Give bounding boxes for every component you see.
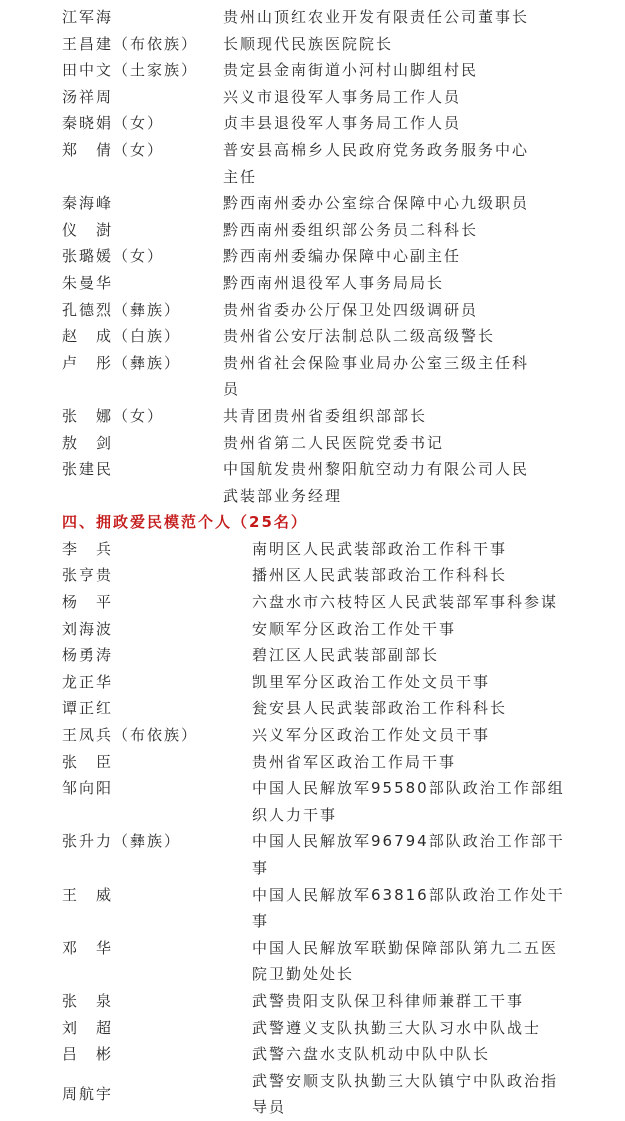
person-role: 长顺现代民族医院院长	[223, 34, 394, 53]
person-role: 武警安顺支队执勤三大队镇宁中队政治指导员	[252, 1071, 559, 1117]
person-name: 敖 剑	[62, 433, 114, 452]
person-role: 贵州省第二人民医院党委书记	[223, 433, 445, 452]
list-item	[62, 669, 625, 696]
person-role: 安顺军分区政治工作处干事	[252, 619, 457, 638]
list-item	[62, 403, 625, 430]
list-item	[62, 775, 625, 828]
person-name: 谭正红	[62, 699, 114, 718]
person-role: 凯里军分区政治工作处文员干事	[252, 672, 491, 691]
section-3-list	[62, 4, 625, 509]
person-role: 贵定县金南街道小河村山脚组村民	[223, 61, 479, 80]
list-item	[62, 1015, 625, 1042]
person-role: 黔西南州委编办保障中心副主任	[223, 247, 462, 266]
list-item	[62, 217, 625, 244]
person-name: 朱曼华	[62, 273, 114, 292]
person-name: 王昌建（布依族）	[62, 34, 199, 53]
list-item	[62, 882, 625, 935]
list-item	[62, 31, 625, 58]
list-item	[62, 642, 625, 669]
person-role: 黔西南州委办公室综合保障中心九级职员	[223, 194, 530, 213]
list-item	[62, 616, 625, 643]
person-name: 邹向阳	[62, 779, 114, 798]
person-name: 江军海	[62, 8, 114, 26]
person-name: 田中文（土家族）	[62, 61, 199, 80]
person-name: 张建民	[62, 460, 114, 479]
list-item	[62, 350, 625, 403]
person-name: 张 娜（女）	[62, 406, 165, 425]
list-item	[62, 190, 625, 217]
person-role: 武警遵义支队执勤三大队习水中队战士	[252, 1018, 542, 1037]
list-item	[62, 323, 625, 350]
person-name: 孔德烈（彝族）	[62, 300, 182, 319]
person-name: 张璐媛（女）	[62, 247, 165, 266]
list-item	[62, 562, 625, 589]
person-role: 中国人民解放军63816部队政治工作处干事	[252, 885, 565, 931]
person-role: 兴义军分区政治工作处文员干事	[252, 726, 491, 745]
list-item	[62, 270, 625, 297]
person-name: 仪 澍	[62, 220, 114, 239]
list-item	[62, 695, 625, 722]
person-name: 吕 彬	[62, 1045, 114, 1064]
list-item	[62, 110, 625, 137]
person-role: 武警贵阳支队保卫科律师兼群工干事	[252, 991, 525, 1010]
section-4-heading: 四、拥政爱民模范个人（25名）	[62, 513, 308, 532]
list-item	[62, 456, 625, 509]
person-name: 秦海峰	[62, 194, 114, 213]
person-role: 贵州山顶红农业开发有限责任公司董事长	[223, 8, 530, 26]
person-role: 六盘水市六枝特区人民武装部军事科参谋	[252, 593, 559, 612]
person-role: 中国人民解放军联勤保障部队第九二五医院卫勤处处长	[252, 938, 559, 984]
person-role: 武警六盘水支队机动中队中队长	[252, 1045, 491, 1064]
person-name: 汤祥周	[62, 87, 114, 106]
person-name: 郑 倩（女）	[62, 140, 165, 159]
person-name: 刘海波	[62, 619, 114, 638]
person-name: 周航宇	[62, 1085, 114, 1104]
person-name: 龙正华	[62, 672, 114, 691]
list-item	[62, 1068, 625, 1121]
person-name: 秦晓娟（女）	[62, 114, 165, 133]
person-role: 贵州省社会保险事业局办公室三级主任科员	[223, 353, 530, 399]
list-item	[62, 137, 625, 190]
list-item	[62, 749, 625, 776]
person-name: 张升力（彝族）	[62, 832, 182, 851]
list-item	[62, 589, 625, 616]
person-role: 普安县高棉乡人民政府党务政务服务中心主任	[223, 140, 530, 186]
person-name: 卢 彤（彝族）	[62, 353, 182, 372]
list-item	[62, 828, 625, 881]
person-name: 刘 超	[62, 1018, 114, 1037]
list-item	[62, 297, 625, 324]
list-item	[62, 722, 625, 749]
person-role: 兴义市退役军人事务局工作人员	[223, 87, 462, 106]
person-name: 杨 平	[62, 593, 114, 612]
person-role: 南明区人民武装部政治工作科干事	[252, 539, 508, 558]
person-role: 共青团贵州省委组织部部长	[223, 406, 428, 425]
document-body	[62, 4, 625, 1121]
person-role: 中国人民解放军96794部队政治工作部干事	[252, 832, 565, 877]
list-item	[62, 57, 625, 84]
list-item	[62, 430, 625, 457]
section-4-list	[62, 536, 625, 1121]
person-name: 王凤兵（布依族）	[62, 726, 199, 745]
person-role: 瓮安县人民武装部政治工作科科长	[252, 699, 508, 718]
person-role: 碧江区人民武装部副部长	[252, 646, 440, 665]
list-item	[62, 988, 625, 1015]
person-role: 中国航发贵州黎阳航空动力有限公司人民武装部业务经理	[223, 460, 530, 505]
person-role: 贵州省公安厅法制总队二级高级警长	[223, 327, 496, 346]
list-item	[62, 243, 625, 270]
person-name: 张亨贵	[62, 566, 114, 585]
person-role: 播州区人民武装部政治工作科科长	[252, 566, 508, 585]
list-item	[62, 935, 625, 988]
person-role: 贞丰县退役军人事务局工作人员	[223, 114, 462, 133]
person-name: 李 兵	[62, 539, 114, 558]
list-item	[62, 536, 625, 563]
person-name: 张 泉	[62, 991, 114, 1010]
person-role: 贵州省委办公厅保卫处四级调研员	[223, 300, 479, 319]
person-name: 邓 华	[62, 938, 114, 957]
person-role: 黔西南州委组织部公务员二科科长	[223, 220, 479, 239]
list-item	[62, 4, 625, 31]
person-role: 贵州省军区政治工作局干事	[252, 752, 457, 771]
person-name: 赵 成（白族）	[62, 327, 182, 346]
person-name: 王 威	[62, 885, 114, 904]
person-name: 杨勇涛	[62, 646, 114, 665]
person-role: 黔西南州退役军人事务局局长	[223, 273, 445, 292]
person-role: 中国人民解放军95580部队政治工作部组织人力干事	[252, 779, 565, 824]
person-name: 张 臣	[62, 752, 114, 771]
list-item	[62, 1041, 625, 1068]
list-item	[62, 84, 625, 111]
